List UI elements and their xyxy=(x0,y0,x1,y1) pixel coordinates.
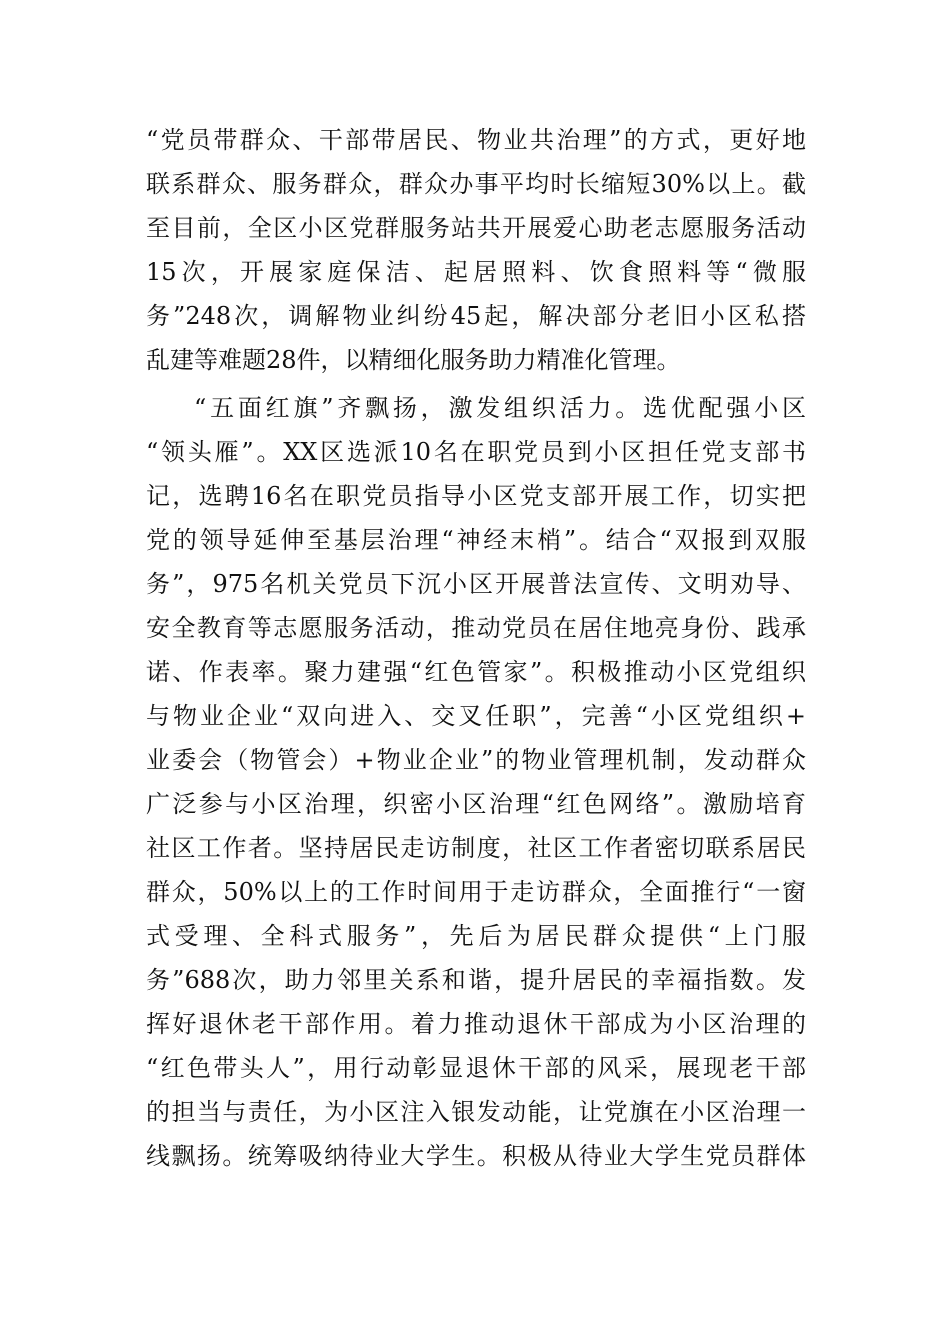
paragraph-line: 务”688次，助力邻里关系和谐，提升居民的幸福指数。发 xyxy=(146,966,806,994)
paragraph-line: 务”，975名机关党员下沉小区开展普法宣传、文明劝导、 xyxy=(146,570,806,598)
paragraph-line: 线飘扬。统筹吸纳待业大学生。积极从待业大学生党员群体 xyxy=(146,1142,806,1170)
paragraph-line: 与物业企业“双向进入、交叉任职”，完善“小区党组织+ xyxy=(146,702,806,730)
paragraph-line: 乱建等难题28件，以精细化服务助力精准化管理。 xyxy=(146,346,681,374)
paragraph-line: 务”248次，调解物业纠纷45起，解决部分老旧小区私搭 xyxy=(146,302,806,330)
paragraph-line: 党的领导延伸至基层治理“神经末梢”。结合“双报到双服 xyxy=(146,526,806,554)
paragraph-line: 联系群众、服务群众，群众办事平均时长缩短30%以上。截 xyxy=(146,170,806,198)
paragraph-line: 社区工作者。坚持居民走访制度，社区工作者密切联系居民 xyxy=(146,834,806,862)
paragraph-line: 记，选聘16名在职党员指导小区党支部开展工作，切实把 xyxy=(146,482,806,510)
paragraph-line: 广泛参与小区治理，织密小区治理“红色网络”。激励培育 xyxy=(146,790,806,818)
paragraph-line: 业委会（物管会）+物业企业”的物业管理机制，发动群众 xyxy=(146,746,806,774)
paragraph-line: 式受理、全科式服务”，先后为居民群众提供“上门服 xyxy=(146,922,806,950)
paragraph-line: “红色带头人”，用行动彰显退休干部的风采，展现老干部 xyxy=(146,1054,806,1082)
paragraph-line: 诺、作表率。聚力建强“红色管家”。积极推动小区党组织 xyxy=(146,658,806,686)
paragraph-line: 至目前，全区小区党群服务站共开展爱心助老志愿服务活动 xyxy=(146,214,806,242)
paragraph-line: 的担当与责任，为小区注入银发动能，让党旗在小区治理一 xyxy=(146,1098,806,1126)
paragraph-line: “党员带群众、干部带居民、物业共治理”的方式，更好地 xyxy=(146,126,806,154)
paragraph-line: 15次，开展家庭保洁、起居照料、饮食照料等“微服 xyxy=(146,258,806,286)
paragraph-line: “五面红旗”齐飘扬，激发组织活力。选优配强小区 xyxy=(194,394,806,422)
paragraph-line: 安全教育等志愿服务活动，推动党员在居住地亮身份、践承 xyxy=(146,614,806,642)
paragraph-line: 挥好退休老干部作用。着力推动退休干部成为小区治理的 xyxy=(146,1010,806,1038)
paragraph-line: 群众，50%以上的工作时间用于走访群众，全面推行“一窗 xyxy=(146,878,806,906)
paragraph-line: “领头雁”。XX区选派10名在职党员到小区担任党支部书 xyxy=(146,438,806,466)
